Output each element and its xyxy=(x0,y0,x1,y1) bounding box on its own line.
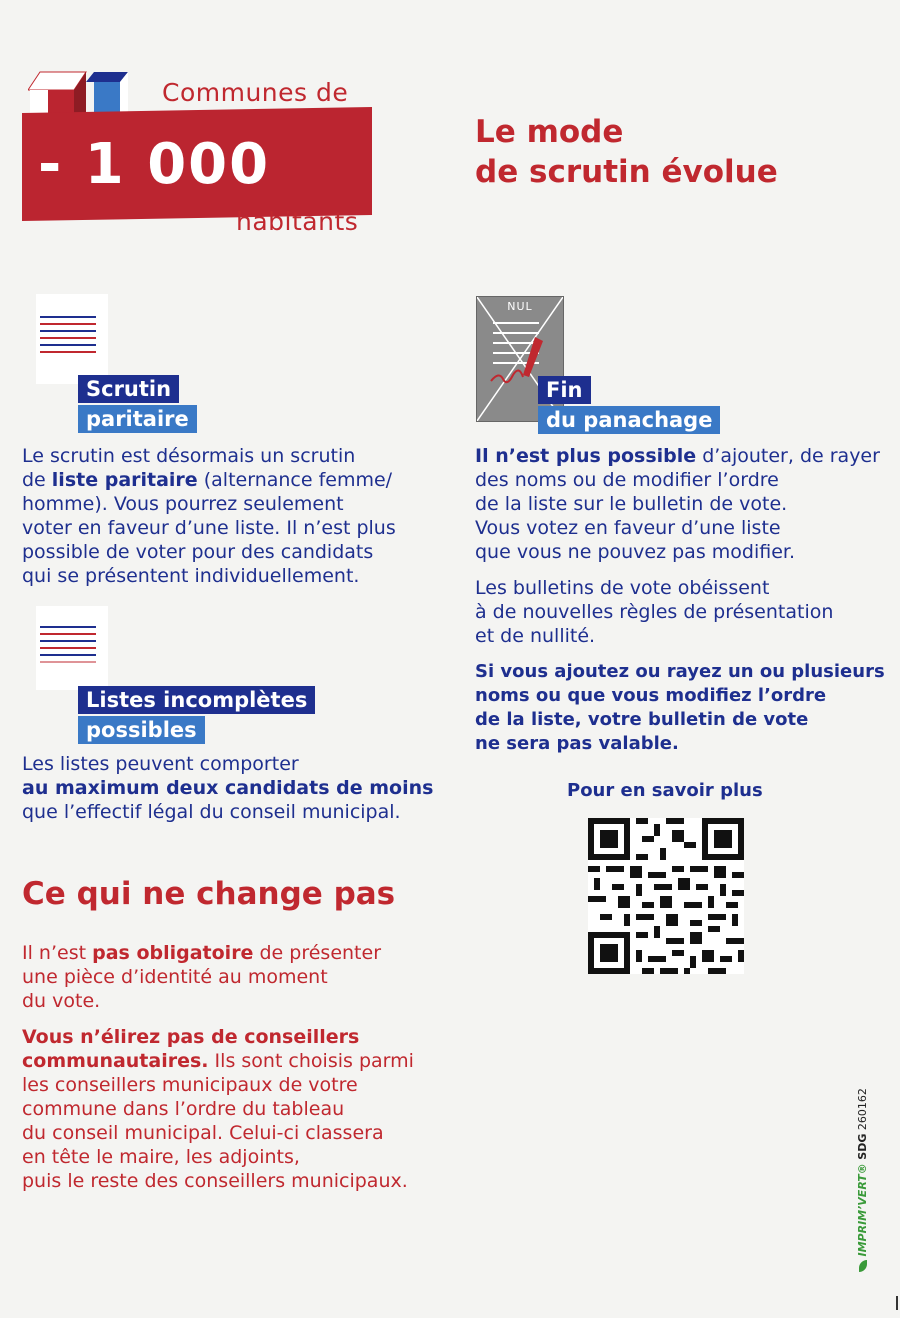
ballot-nul-icon: NUL xyxy=(476,296,564,422)
listes-incompletes-label: Listes incomplètes possibles xyxy=(78,686,315,744)
panachage-paragraph-1: Il n’est plus possible d’ajouter, de rayer des noms ou de modifier l’ordre de la liste sur le bulletin de vote. Vous votez en faveur d’une liste que vous ne pouvez pas modifier. xyxy=(475,445,880,563)
fin-panachage-label: Fin du panachage xyxy=(538,376,720,434)
panachage-paragraph-3: Si vous ajoutez ou rayez un ou plusieurs noms ou que vous modifiez l’ordre de la liste, votre bulletin de vote ne sera pas valable. xyxy=(475,661,885,754)
unchanged-paragraph-1: Il n’est pas obligatoire de présenter une pièce d’identité au moment du vote. xyxy=(22,942,382,1012)
edge-mark xyxy=(896,1296,898,1310)
leaf-icon xyxy=(859,1260,867,1272)
incompletes-paragraph: Les listes peuvent comporter au maximum deux candidats de moins que l’effectif légal du conseil municipal. xyxy=(22,753,434,823)
scrutin-paritaire-label: Scrutin paritaire xyxy=(78,375,197,433)
habitants-label: habitants xyxy=(236,207,359,236)
document-list-icon xyxy=(36,294,108,384)
unchanged-paragraph-2: Vous n’élirez pas de conseillers communautaires. Ils sont choisis parmi les conseillers municipaux de votre commune dans l’ordre du tableau du conseil municipal. Celui-ci classera en tête le maire, les adjoints, puis le reste des conseillers municipaux. xyxy=(22,1026,414,1192)
paritaire-paragraph: Le scrutin est désormais un scrutin de liste paritaire (alternance femme/ homme). Vous pourrez seulement voter en faveur d’une liste. Il n’est plus possible de voter pour des candidats qui se présentent individuellement. xyxy=(22,445,396,587)
page-title: Le mode de scrutin évolue xyxy=(475,114,778,190)
printer-mark: IMPRIM’VERT® SDG 260162 xyxy=(856,1088,869,1272)
more-info-label: Pour en savoir plus xyxy=(567,780,763,801)
document-list-icon xyxy=(36,606,108,690)
communes-de-label: Communes de xyxy=(162,78,349,107)
section-title-unchanged: Ce qui ne change pas xyxy=(22,876,396,912)
population-number: - 1 000 xyxy=(38,132,271,197)
qr-code[interactable] xyxy=(588,818,744,974)
panachage-paragraph-2: Les bulletins de vote obéissent à de nouvelles règles de présentation et de nullité. xyxy=(475,577,834,647)
